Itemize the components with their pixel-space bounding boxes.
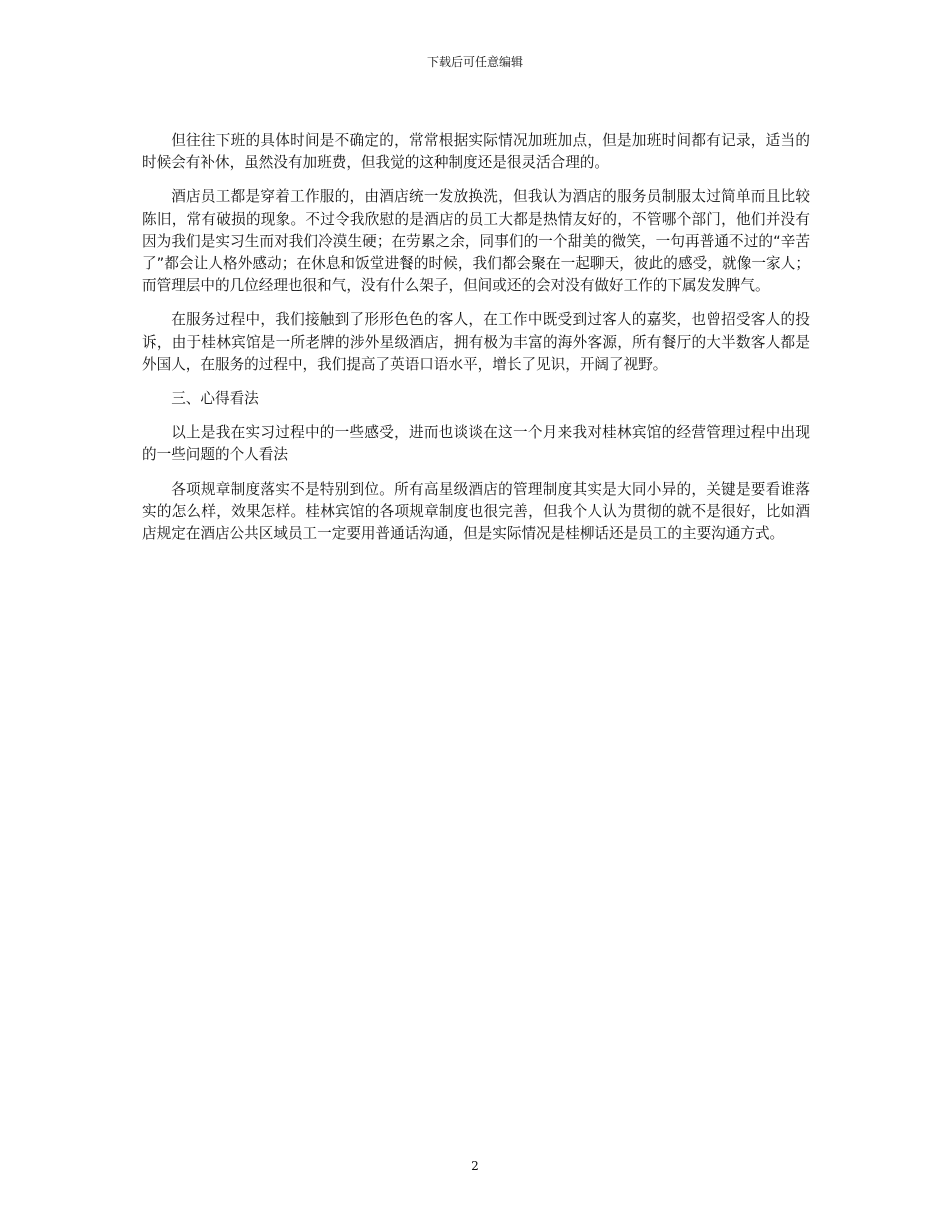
page-number: 2 xyxy=(471,1159,479,1173)
paragraph-regulations: 各项规章制度落实不是特别到位。所有高星级酒店的管理制度其实是大同小异的，关键是要看谁落实的怎么样，效果怎样。桂林宾馆的各项规章制度也很完善，但我个人认为贯彻的就不是很好，比如酒店规定在酒店公共区域员工一定要用普通话沟通，但是实际情况是桂柳话还是员工的主要沟通方式。 xyxy=(142,480,810,543)
paragraph-intro-views: 以上是我在实习过程中的一些感受，进而也谈谈在这一个月来我对桂林宾馆的经营管理过程中出现的一些问题的个人看法 xyxy=(142,424,810,464)
document-body xyxy=(142,130,810,557)
page-header: 下载后可任意编辑 xyxy=(426,55,523,69)
paragraph-overtime: 但往往下班的具体时间是不确定的，常常根据实际情况加班加点，但是加班时间都有记录，适当的时候会有补休，虽然没有加班费，但我觉的这种制度还是很灵活合理的。 xyxy=(142,132,810,172)
section-heading: 三、心得看法 xyxy=(171,390,259,408)
paragraph-uniform-colleagues: 酒店员工都是穿着工作服的，由酒店统一发放换洗，但我认为酒店的服务员制服太过简单而且比较陈旧，常有破损的现象。不过令我欣慰的是酒店的员工大都是热情友好的，不管哪个部门，他们并没有因为我们是实习生而对我们冷漠生硬；在劳累之余，同事们的一个甜美的微笑，一句再普通不过的“辛苦了”都会让人格外感动；在休息和饭堂进餐的时候，我们都会聚在一起聊天，彼此的感受，就像一家人；而管理层中的几位经理也很和气，没有什么架子，但间或还的会对没有做好工作的下属发发脾气。 xyxy=(142,188,810,295)
paragraph-service-guests: 在服务过程中，我们接触到了形形色色的客人，在工作中既受到过客人的嘉奖，也曾招受客人的投诉，由于桂林宾馆是一所老牌的涉外星级酒店，拥有极为丰富的海外客源，所有餐厅的大半数客人都是外国人，在服务的过程中，我们提高了英语口语水平，增长了见识，开阔了视野。 xyxy=(142,311,810,373)
